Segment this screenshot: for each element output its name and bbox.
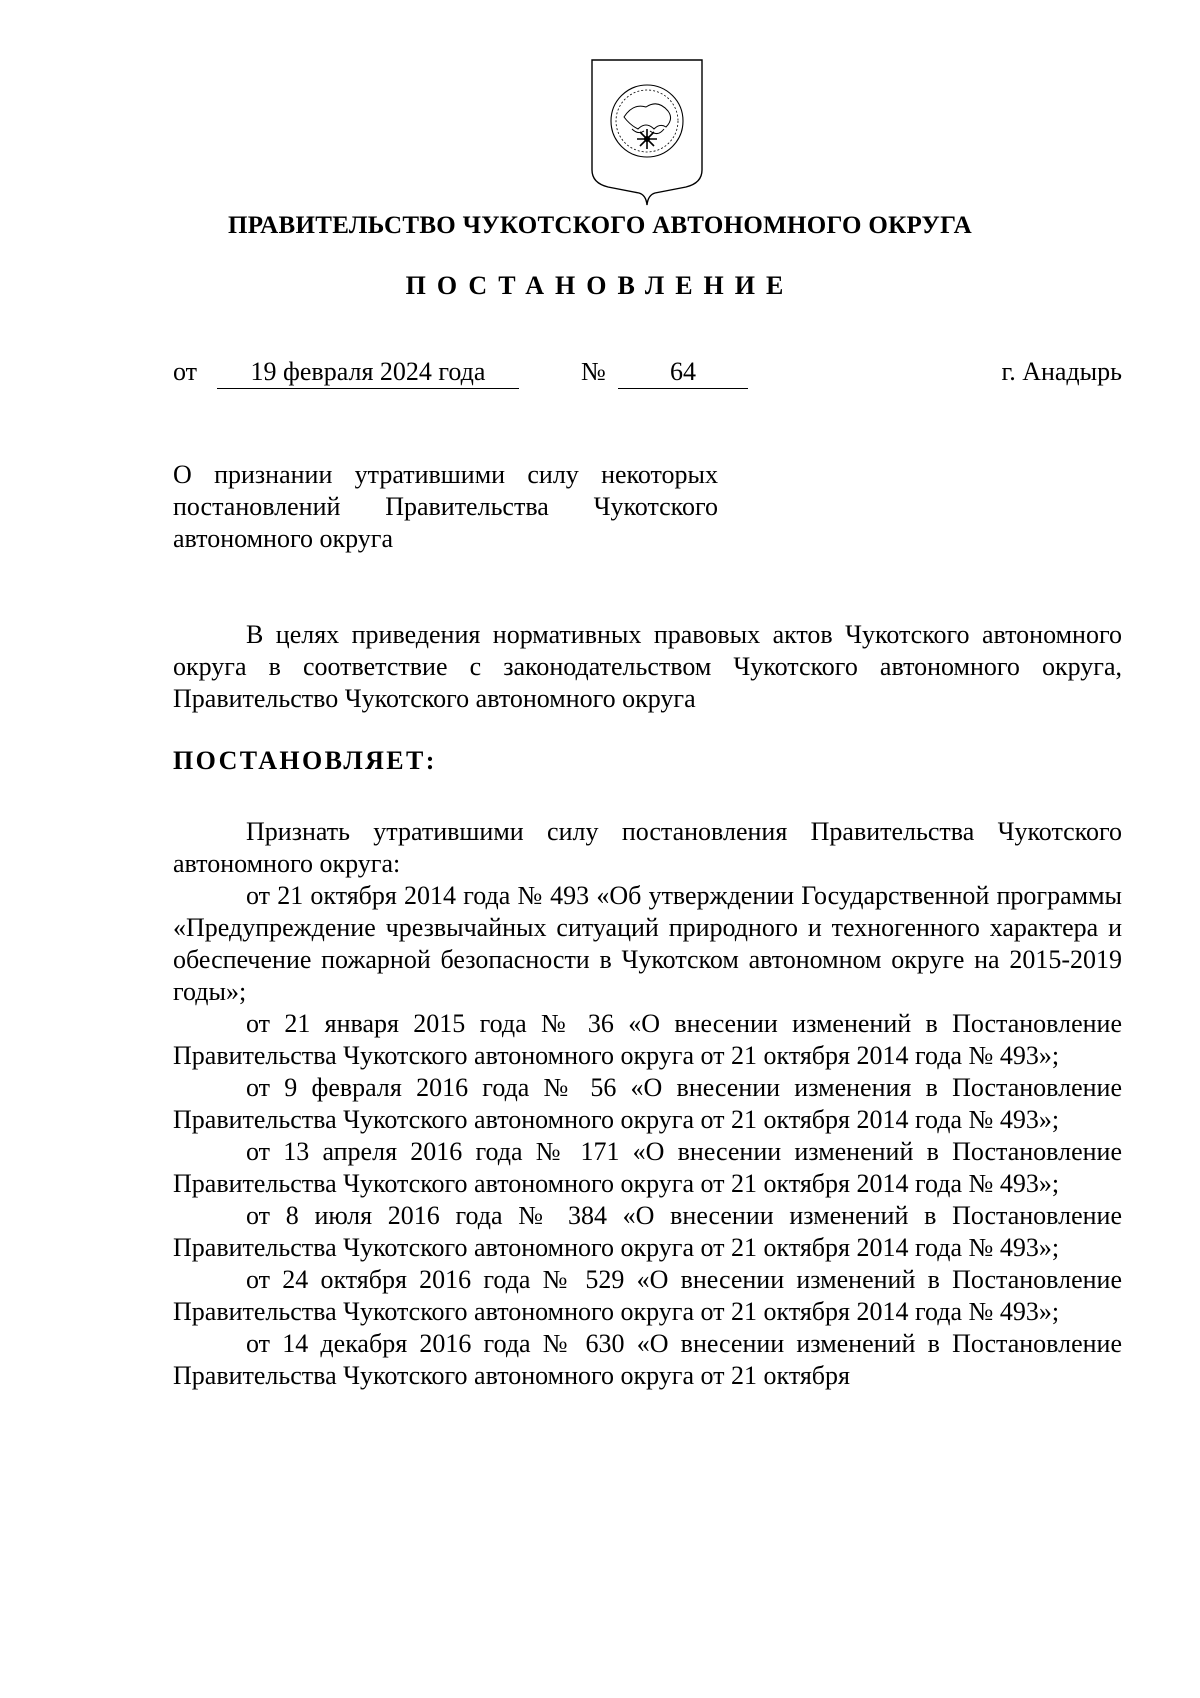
decree-body: [173, 816, 1122, 1392]
preamble-paragraph: В целях приведения нормативных правовых актов Чукотского автономного округа в соответствие с законодательством Чукотского автономного округа, Правительство Чукотского автономного округа: [173, 620, 1122, 713]
number-sign: №: [581, 357, 606, 386]
document-subject: О признании утратившими силу некоторых постановлений Правительства Чукотского автономного округа: [173, 460, 718, 553]
repealed-act-item: от 8 июля 2016 года № 384 «О внесении изменений в Постановление Правительства Чукотского автономного округа от 21 октября 2014 года № 493»;: [173, 1201, 1122, 1262]
repealed-act-item: от 13 апреля 2016 года № 171 «О внесении изменений в Постановление Правительства Чукотского автономного округа от 21 октября 2014 года № 493»;: [173, 1137, 1122, 1198]
coat-of-arms-icon: [588, 57, 706, 207]
document-number: 64: [618, 356, 748, 389]
document-date: 19 февраля 2024 года: [217, 356, 519, 389]
repealed-act-item: от 14 декабря 2016 года № 630 «О внесении изменений в Постановление Правительства Чукотского автономного округа от 21 октября: [173, 1329, 1122, 1390]
decree-heading: ПОСТАНОВЛЯЕТ:: [173, 746, 437, 775]
document-type: ПОСТАНОВЛЕНИЕ: [405, 271, 795, 300]
date-prefix: от: [173, 357, 198, 386]
document-city: г. Анадырь: [1001, 357, 1122, 386]
repealed-act-item: от 24 октября 2016 года № 529 «О внесении изменений в Постановление Правительства Чукотского автономного округа от 21 октября 2014 года № 493»;: [173, 1265, 1122, 1326]
repealed-act-item: от 9 февраля 2016 года № 56 «О внесении изменения в Постановление Правительства Чукотского автономного округа от 21 октября 2014 года № 493»;: [173, 1073, 1122, 1134]
repealed-act-item: от 21 января 2015 года № 36 «О внесении изменений в Постановление Правительства Чукотского автономного округа от 21 октября 2014 года № 493»;: [173, 1009, 1122, 1070]
government-title: ПРАВИТЕЛЬСТВО ЧУКОТСКОГО АВТОНОМНОГО ОКРУГА: [228, 212, 972, 239]
decree-lead-paragraph: Признать утратившими силу постановления Правительства Чукотского автономного округа:: [173, 817, 1122, 878]
repealed-act-item: от 21 октября 2014 года № 493 «Об утверждении Государственной программы «Предупреждение чрезвычайных ситуаций природного и техногенного характера и обеспечение пожарной безопасности в Чукотском автономном округе на 2015-2019 годы»;: [173, 881, 1122, 1006]
